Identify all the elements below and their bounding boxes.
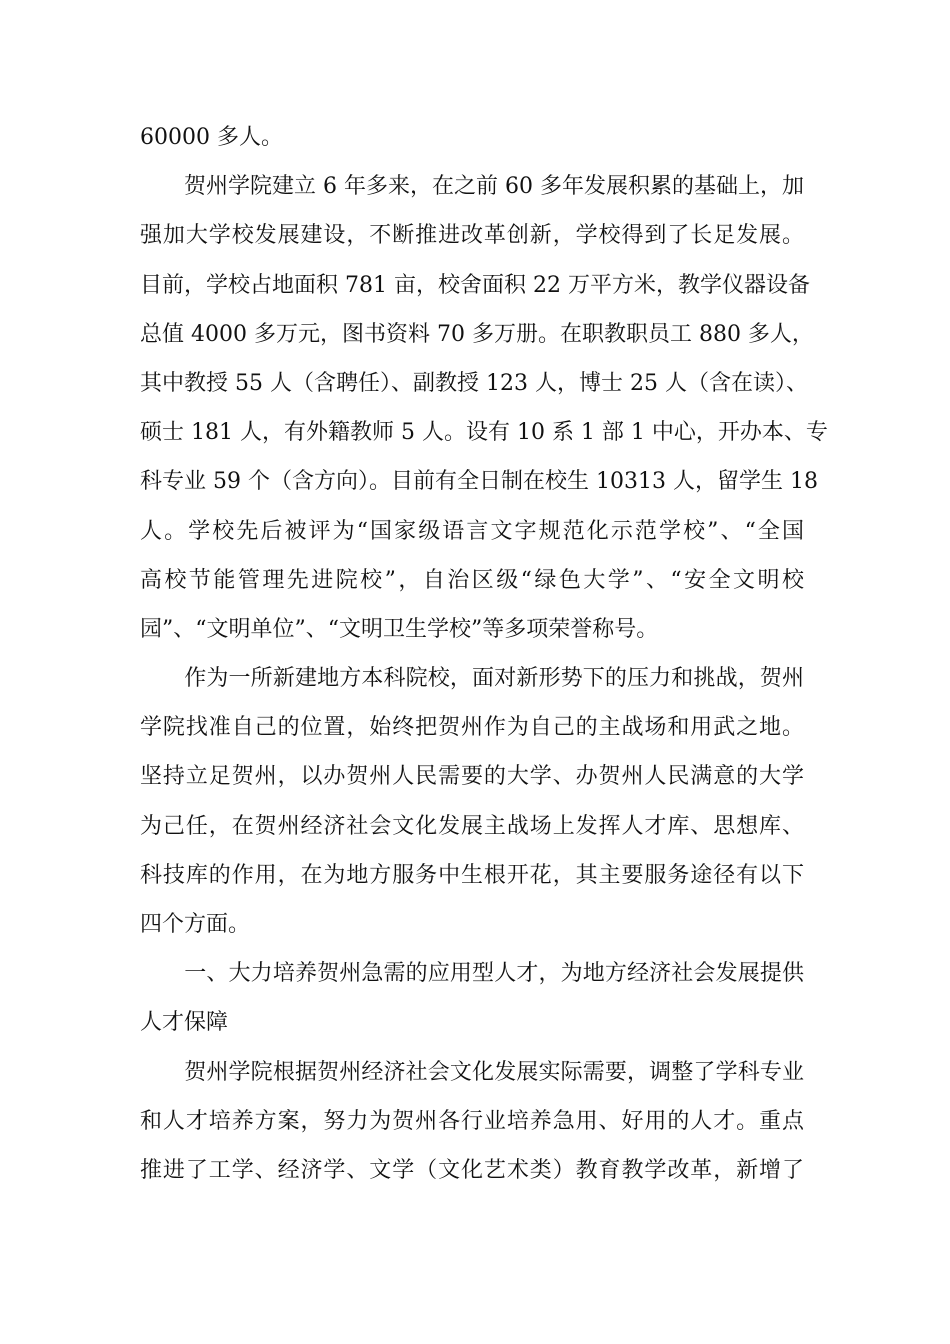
- text-line: 一、大力培养贺州急需的应用型人才，为地方经济社会发展提供: [140, 961, 804, 987]
- text-line: 高校节能管理先进院校”，自治区级“绿色大学”、“安全文明校: [140, 567, 804, 593]
- text-line: 科技库的作用，在为地方服务中生根开花，其主要服务途径有以下: [140, 862, 804, 888]
- text-line: 科专业 59 个（含方向）。目前有全日制在校生 10313 人，留学生 18: [140, 469, 818, 495]
- text-line: 学院找准自己的位置，始终把贺州作为自己的主战场和用武之地。: [140, 715, 804, 741]
- text-line: 坚持立足贺州，以办贺州人民需要的大学、办贺州人民满意的大学: [140, 764, 804, 790]
- text-line: 贺州学院建立 6 年多来，在之前 60 多年发展积累的基础上，加: [140, 174, 804, 200]
- text-line: 60000 多人。: [140, 125, 283, 150]
- text-line: 和人才培养方案，努力为贺州各行业培养急用、好用的人才。重点: [140, 1108, 804, 1134]
- text-line: 人。学校先后被评为“国家级语言文字规范化示范学校”、“全国: [140, 518, 804, 544]
- text-line: 推进了工学、经济学、文学（文化艺术类）教育教学改革，新增了: [140, 1157, 804, 1183]
- text-line: 为己任，在贺州经济社会文化发展主战场上发挥人才库、思想库、: [140, 813, 804, 839]
- text-line: 园”、“文明单位”、“文明卫生学校”等多项荣誉称号。: [140, 616, 659, 642]
- text-line: 其中教授 55 人（含聘任）、副教授 123 人，博士 25 人（含在读）、: [140, 370, 808, 396]
- text-line: 总值 4000 多万元，图书资料 70 多万册。在职教职员工 880 多人，: [140, 321, 814, 347]
- text-line: 强加大学校发展建设，不断推进改革创新，学校得到了长足发展。: [140, 223, 804, 249]
- text-line: 作为一所新建地方本科院校，面对新形势下的压力和挑战，贺州: [140, 666, 804, 692]
- text-line: 四个方面。: [140, 912, 251, 937]
- text-line: 人才保障: [140, 1010, 229, 1036]
- document-body: [140, 113, 828, 1195]
- text-line: 目前，学校占地面积 781 亩，校舍面积 22 万平方米，教学仪器设备: [140, 272, 810, 298]
- text-line: 贺州学院根据贺州经济社会文化发展实际需要，调整了学科专业: [140, 1059, 804, 1085]
- text-line: 硕士 181 人，有外籍教师 5 人。设有 10 系 1 部 1 中心，开办本、专: [140, 420, 828, 446]
